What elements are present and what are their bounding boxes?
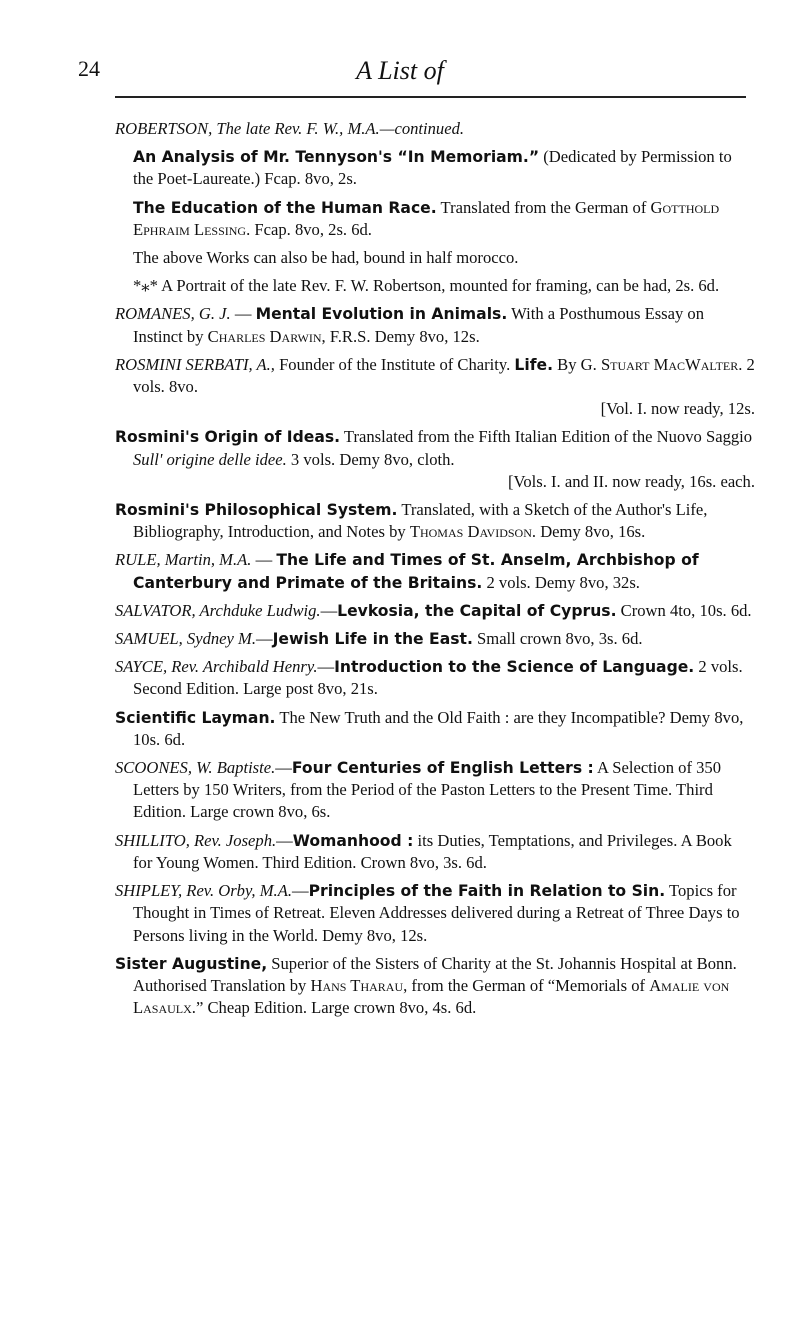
entry-description: 2 vols. 8vo.: [133, 354, 755, 397]
entry-title: Life.: [514, 355, 553, 374]
entry-separator: —: [275, 758, 292, 778]
entry-separator: —: [320, 600, 338, 620]
entry-name: Hans Tharau,: [310, 975, 408, 995]
entry-name: Gotthold Ephraim Lessing.: [133, 197, 720, 239]
entry-title: The Education of the Human Race.: [133, 198, 437, 217]
entry-author: ROBERTSON, The late Rev. F. W., M.A.: [115, 119, 380, 138]
entry-description: Translated from the German of: [440, 197, 651, 217]
entry-title: An Analysis of Mr. Tennyson's “In Memoriam.”: [133, 148, 540, 167]
entry-name: Thomas Davidson.: [409, 522, 537, 542]
entry-description: Founder of the Institute of Charity.: [274, 354, 515, 374]
entry-description: Translated, with a Sketch of the Author's Life, Bibliography, Introduction, and Notes by: [133, 500, 708, 542]
entry-separator: —: [251, 550, 277, 570]
entry-title: Principles of the Faith in Relation to Sin.: [308, 882, 666, 901]
entry-author: SHILLITO, Rev. Joseph.: [115, 830, 277, 850]
entry-title: Four Centuries of English Letters :: [291, 759, 594, 778]
entry-description: from the German of “Memorials of: [407, 975, 650, 995]
list-item: [115, 656, 755, 700]
entry-description: (Dedicated by Permission to the Poet-Laureate.) Fcap. 8vo, 2s.: [133, 147, 732, 189]
entry-title: Sister Augustine,: [115, 954, 268, 973]
entry-title: Levkosia, the Capital of Cyprus.: [337, 601, 617, 620]
entry-title: The Life and Times of St. Anselm, Archbishop of Canterbury and Primate of the Britains.: [133, 551, 699, 592]
list-item: [115, 499, 755, 543]
entry-author: ROMANES, G. J.: [115, 304, 231, 324]
entry-note: *⁎* A Portrait of the late Rev. F. W. Robertson, mounted for framing, can be had, 2s. 6d.: [133, 276, 720, 296]
entry-separator: —: [291, 881, 309, 901]
entry-author: SAMUEL, Sydney M.: [115, 629, 257, 649]
page-header: [0, 56, 800, 104]
entry-title: Rosmini's Origin of Ideas.: [115, 428, 341, 447]
entry-description: ” Cheap Edition. Large crown 8vo, 4s. 6d.: [195, 998, 477, 1018]
entry-title: Introduction to the Science of Language.: [334, 658, 695, 677]
entry-name: Amalie von Lasaulx.: [133, 975, 730, 1018]
entry-availability: [Vols. I. and II. now ready, 16s. each.: [508, 471, 755, 491]
catalogue-entries: [115, 118, 755, 1025]
list-item: [115, 880, 755, 947]
entry-suffix: —continued.: [379, 119, 465, 138]
page-number: 24: [78, 56, 100, 81]
entry-separator: —: [276, 830, 293, 850]
entry-description: Topics for Thought in Times of Retreat. Eleven Addresses delivered during a Retreat of Three Days to Persons living in the World. Demy 8vo, 12s.: [133, 881, 740, 945]
list-item: [115, 707, 755, 751]
header-rule: [115, 96, 746, 98]
entry-title: Jewish Life in the East.: [272, 630, 473, 649]
entry-author: SALVATOR, Archduke Ludwig.: [115, 600, 321, 620]
list-item: [115, 275, 755, 297]
list-item: [115, 830, 755, 874]
entry-availability: [Vol. I. now ready, 12s.: [600, 399, 755, 419]
entry-title: Rosmini's Philosophical System.: [115, 501, 398, 520]
entry-author: SHIPLEY, Rev. Orby, M.A.: [115, 881, 292, 901]
entry-description: Demy 8vo, 16s.: [536, 522, 646, 542]
list-item: [115, 426, 755, 493]
list-item: [115, 354, 755, 421]
entry-description: 2 vols. Second Edition. Large post 8vo, 21s.: [133, 657, 743, 699]
entry-title: Womanhood :: [292, 831, 414, 850]
entry-name: Stuart MacWalter.: [600, 354, 743, 374]
entry-description: The New Truth and the Old Faith : are they Incompatible? Demy 8vo, 10s. 6d.: [133, 707, 744, 749]
list-item: [115, 600, 755, 622]
list-item: [115, 757, 755, 824]
entry-description: Fcap. 8vo, 2s. 6d.: [250, 219, 372, 239]
list-item: [115, 953, 755, 1020]
entry-separator: —: [256, 629, 273, 649]
entry-description: With a Posthumous Essay on Instinct by: [133, 304, 705, 346]
list-item: [115, 118, 755, 140]
entry-separator: —: [230, 304, 256, 324]
list-item: [115, 247, 755, 269]
entry-italic-title: Sull' origine delle idee.: [133, 449, 287, 469]
entry-description: By G.: [553, 354, 601, 374]
entry-description: Superior of the Sisters of Charity at the St. Johannis Hospital at Bonn. Authorised Translation by: [133, 953, 737, 995]
list-item: [115, 303, 755, 347]
entry-title: Mental Evolution in Animals.: [255, 305, 508, 324]
entry-description: 3 vols. Demy 8vo, cloth.: [286, 449, 455, 469]
list-item: [115, 628, 755, 650]
entry-description: its Duties, Temptations, and Privileges. A Book for Young Women. Third Edition. Crown 8vo, 3s. 6d.: [133, 830, 732, 872]
entry-author: SCOONES, W. Baptiste.: [115, 758, 276, 778]
entry-title: Scientific Layman.: [115, 708, 276, 727]
entry-description: A Selection of 350 Letters by 150 Writers, from the Period of the Paston Letters to the Present Time. Third Edition. Large crown 8vo, 6s.: [133, 758, 722, 822]
list-item: [115, 197, 755, 241]
entry-description: F.R.S. Demy 8vo, 12s.: [325, 326, 480, 346]
list-item: [115, 146, 755, 190]
entry-description: 2 vols. Demy 8vo, 32s.: [482, 572, 640, 592]
entry-description: Translated from the Fifth Italian Edition of the Nuovo Saggio: [340, 427, 753, 447]
entry-author: ROSMINI SERBATI, A.,: [115, 354, 275, 374]
entry-description: Crown 4to, 10s. 6d.: [616, 600, 752, 620]
entry-author: SAYCE, Rev. Archibald Henry.: [115, 657, 318, 677]
list-item: [115, 549, 755, 593]
entry-separator: —: [317, 657, 335, 677]
entry-name: Charles Darwin,: [207, 326, 326, 346]
running-title: A List of: [356, 56, 444, 85]
entry-description: Small crown 8vo, 3s. 6d.: [472, 629, 643, 649]
entry-note: The above Works can also be had, bound in half morocco.: [133, 248, 519, 268]
entry-author: RULE, Martin, M.A.: [115, 550, 252, 570]
